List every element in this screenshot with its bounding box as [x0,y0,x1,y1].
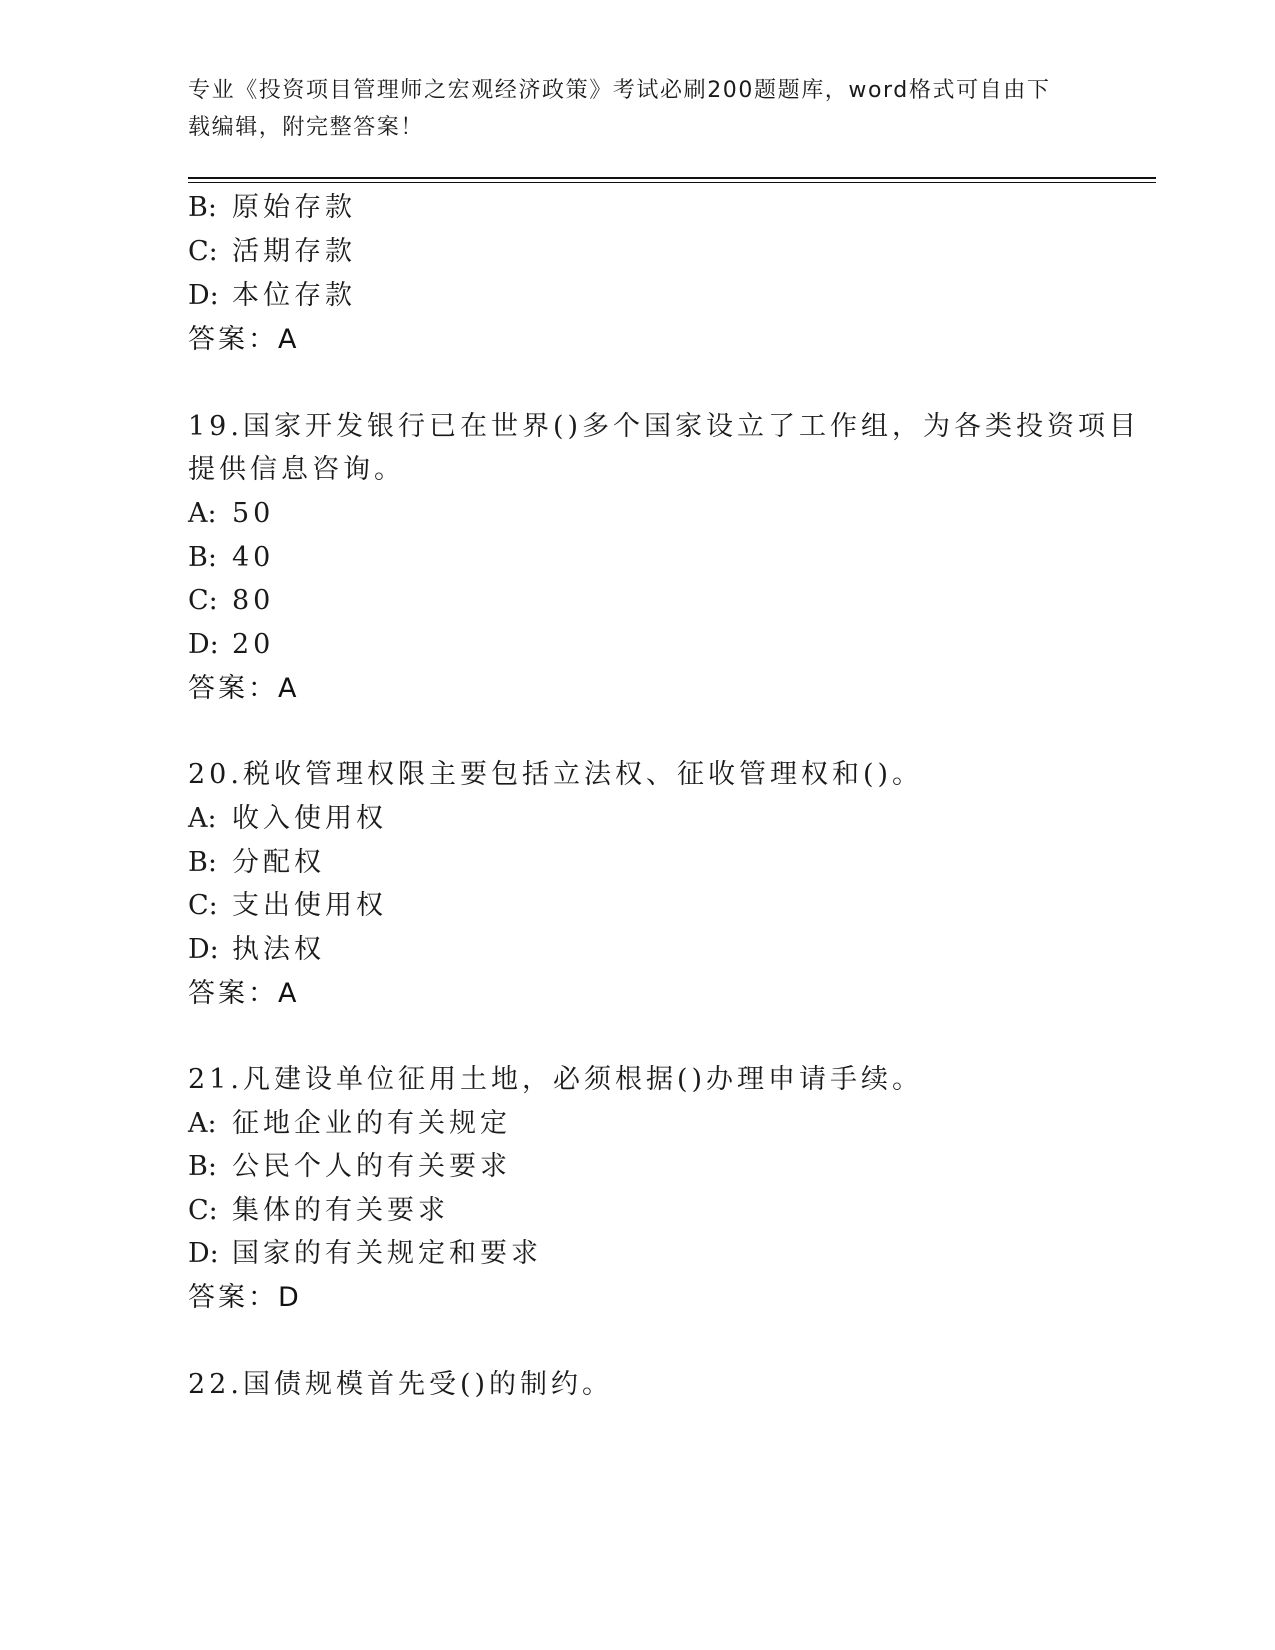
option-text: 原始存款 [232,192,356,223]
option-text: 集体的有关要求 [232,1195,449,1226]
option-label: B: [188,1151,217,1182]
option-label: D: [188,934,219,965]
option-b [188,1149,511,1185]
option-text: 40 [232,542,275,573]
header-divider-thin [188,182,1156,183]
option-b [188,190,356,226]
option-d [188,278,356,314]
question-20-text: 20.税收管理权限主要包括立法权、征收管理权和()。 [188,759,924,790]
option-label: A: [188,803,217,834]
question-22-text: 22.国债规模首先受()的制约。 [188,1369,614,1400]
option-label: B: [188,847,217,878]
option-text: 本位存款 [232,280,356,311]
option-text: 20 [232,629,275,660]
question-21-text: 21.凡建设单位征用土地，必须根据()办理申请手续。 [188,1064,924,1095]
option-text: 50 [232,498,275,529]
option-a [188,801,387,837]
option-text: 征地企业的有关规定 [232,1108,511,1139]
option-text: 公民个人的有关要求 [232,1151,511,1182]
option-text: 80 [232,585,275,616]
option-d [188,1236,542,1272]
option-text: 分配权 [232,847,325,878]
option-d [188,627,274,663]
option-label: D: [188,1238,219,1269]
option-c [188,234,356,270]
option-label: C: [188,890,218,921]
option-label: C: [188,585,218,616]
header-divider-thick [188,177,1156,179]
option-b [188,540,274,576]
option-text: 支出使用权 [232,890,387,921]
option-text: 收入使用权 [232,803,387,834]
option-c [188,583,274,619]
option-text: 活期存款 [232,236,356,267]
answer: 答案：A [188,324,300,355]
option-label: B: [188,192,217,223]
option-c [188,888,387,924]
option-label: A: [188,498,217,529]
option-a [188,496,274,532]
option-label: A: [188,1108,217,1139]
answer: 答案：D [188,1282,302,1313]
option-text: 执法权 [232,934,325,965]
option-label: D: [188,280,219,311]
option-label: D: [188,629,219,660]
option-b [188,845,325,881]
question-19-text-cont: 提供信息咨询。 [188,454,405,485]
option-c [188,1193,449,1229]
answer: 答案：A [188,673,300,704]
document-header: 专业《投资项目管理师之宏观经济政策》考试必刷200题题库，word格式可自由下载编辑，附完整答案！ [188,78,1051,140]
answer: 答案：A [188,978,300,1009]
option-label: B: [188,542,217,573]
option-a [188,1106,511,1142]
option-label: C: [188,236,218,267]
option-d [188,932,325,968]
option-label: C: [188,1195,218,1226]
option-text: 国家的有关规定和要求 [232,1238,542,1269]
question-19-text: 19.国家开发银行已在世界()多个国家设立了工作组，为各类投资项目 [188,411,1141,442]
